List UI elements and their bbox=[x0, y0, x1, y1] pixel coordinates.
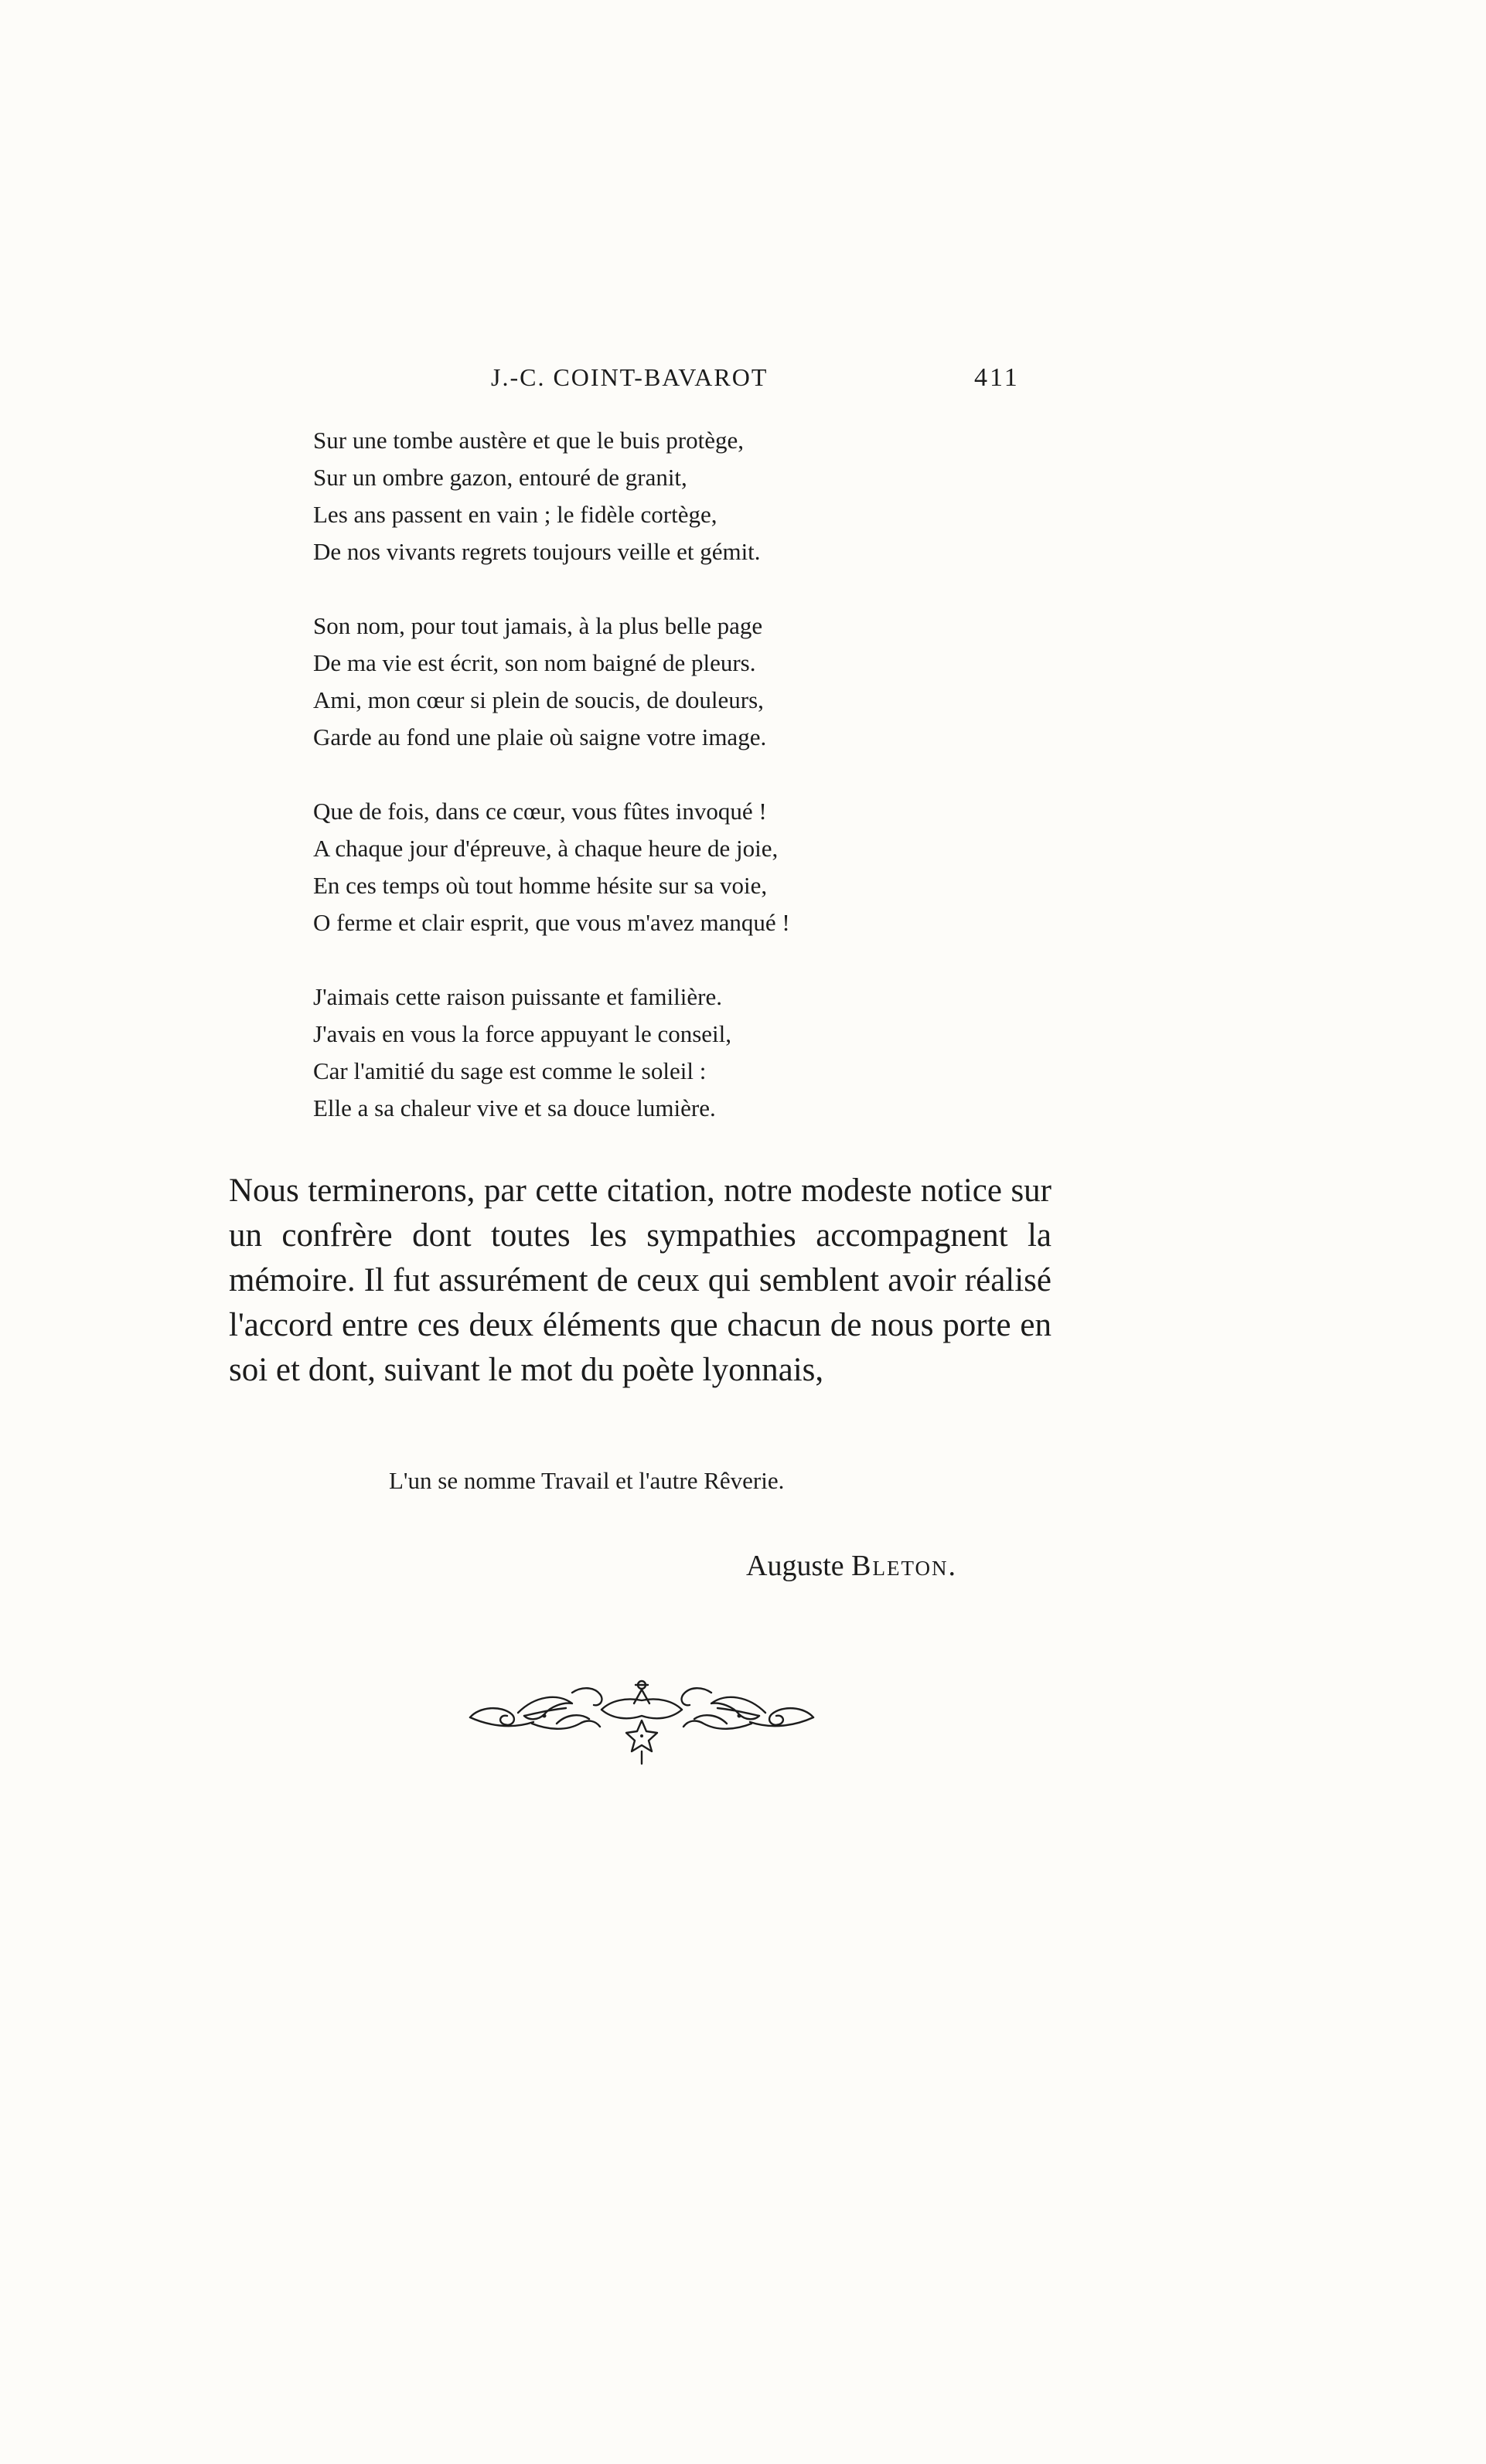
poem-line: De nos vivants regrets toujours veille et gémit. bbox=[313, 538, 761, 565]
poem-stanza-1 bbox=[313, 422, 1009, 570]
running-title: J.-C. COINT-BAVAROT bbox=[491, 363, 769, 391]
poem-line: De ma vie est écrit, son nom baigné de pleurs. bbox=[313, 649, 756, 676]
page-number: 411 bbox=[974, 363, 1020, 392]
scroll-vignette-icon bbox=[464, 1669, 820, 1770]
poem-line: O ferme et clair esprit, que vous m'avez manqué ! bbox=[313, 909, 790, 936]
poem-line: Que de fois, dans ce cœur, vous fûtes invoqué ! bbox=[313, 798, 767, 825]
poem-stanza-2 bbox=[313, 607, 1009, 756]
poem-line: Son nom, pour tout jamais, à la plus belle page bbox=[313, 612, 763, 639]
poem-line: J'aimais cette raison puissante et familière. bbox=[313, 983, 722, 1010]
quoted-verse: L'un se nomme Travail et l'autre Rêverie. bbox=[389, 1467, 785, 1494]
poem-line: A chaque jour d'épreuve, à chaque heure de joie, bbox=[313, 835, 779, 862]
poem-stanza-3 bbox=[313, 793, 1009, 941]
closing-paragraph: Nous terminerons, par cette citation, notre modeste notice sur un confrère dont toutes les sympathies accompagnent la mémoire. Il fut assurément de ceux qui semblent avoir réalisé l'accord entre ces deux éléments que chacun de nous porte en soi et dont, suivant le mot du poète lyonnais, bbox=[229, 1172, 1051, 1388]
poem-line: Car l'amitié du sage est comme le soleil : bbox=[313, 1057, 707, 1084]
running-head bbox=[232, 363, 1082, 402]
author-first-name: Auguste bbox=[746, 1550, 844, 1582]
poem-line: Ami, mon cœur si plein de soucis, de douleurs, bbox=[313, 686, 764, 713]
poem-line: En ces temps où tout homme hésite sur sa voie, bbox=[313, 872, 768, 899]
poem-line: Elle a sa chaleur vive et sa douce lumière. bbox=[313, 1094, 716, 1121]
author-last-name: Bleton. bbox=[851, 1550, 957, 1582]
author-signature bbox=[746, 1549, 957, 1583]
poem-stanza-4 bbox=[313, 978, 1009, 1127]
poem-line: Les ans passent en vain ; le fidèle cortège, bbox=[313, 501, 717, 528]
poem-line: Sur une tombe austère et que le buis protège, bbox=[313, 427, 744, 454]
poem-line: J'avais en vous la force appuyant le conseil, bbox=[313, 1020, 732, 1047]
poem bbox=[313, 422, 1009, 1164]
poem-line: Garde au fond une plaie où saigne votre image. bbox=[313, 723, 767, 750]
poem-line: Sur un ombre gazon, entouré de granit, bbox=[313, 464, 687, 491]
